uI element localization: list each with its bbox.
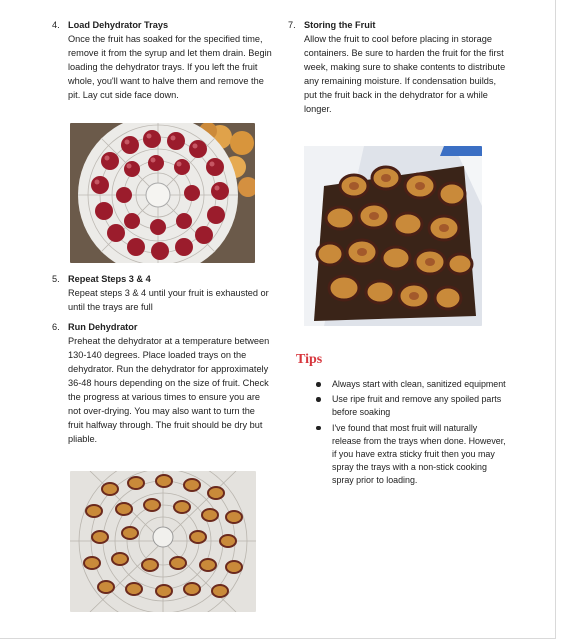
photo-dried-fruit-tray	[70, 471, 256, 612]
tips-heading: Tips	[296, 352, 323, 367]
step-4	[52, 18, 272, 102]
photo-dried-fruit-bag	[304, 146, 482, 326]
tip-item: Use ripe fruit and remove any spoiled parts before soaking	[312, 393, 508, 419]
left-column-lower	[52, 272, 272, 446]
step-5-body: Repeat steps 3 & 4 until your fruit is exhausted or until the trays are full	[68, 288, 269, 312]
step-6-number: 6.	[52, 322, 60, 332]
step-5-number: 5.	[52, 274, 60, 284]
step-5	[52, 272, 272, 314]
step-4-title: Load Dehydrator Trays	[68, 20, 169, 30]
step-4-body: Once the fruit has soaked for the specified time, remove it from the syrup and let them drain. Begin loading the dehydrator trays. If you left the fruit whole, you'll want to halve them and remove the pit. Lay cut side face down.	[68, 34, 272, 100]
step-7-body: Allow the fruit to cool before placing in storage containers. Be sure to harden the fruit for the first week, making sure to shake contents to distribute any remaining moisture. If condensation builds, put the fruit back in the dehydrator for a while longer.	[304, 34, 506, 114]
step-7	[288, 18, 508, 116]
step-4-number: 4.	[52, 20, 60, 30]
step-6-title: Run Dehydrator	[68, 322, 138, 332]
right-column	[288, 18, 508, 116]
tip-item: I've found that most fruit will naturally release from the trays when done. However, if you have extra sticky fruit then you may spray the trays with a non-stick cooking spray prior to loading.	[312, 422, 508, 488]
photo-fresh-plums-tray	[70, 123, 255, 263]
tip-item: Always start with clean, sanitized equipment	[312, 378, 508, 391]
tips-list	[312, 378, 508, 490]
left-column	[52, 18, 272, 102]
step-6-body: Preheat the dehydrator at a temperature between 130-140 degrees. Place loaded trays on the dehydrator. Run the dehydrator for approximately 36-48 hours depending on the size of fruit. Check the progress at various times to ensure you are not over-drying. You may also want to turn the fruit halfway through. The fruit should be dry but pliable.	[68, 336, 270, 444]
step-6	[52, 320, 272, 446]
step-7-number: 7.	[288, 20, 296, 30]
step-5-title: Repeat Steps 3 & 4	[68, 274, 151, 284]
step-7-title: Storing the Fruit	[304, 20, 376, 30]
